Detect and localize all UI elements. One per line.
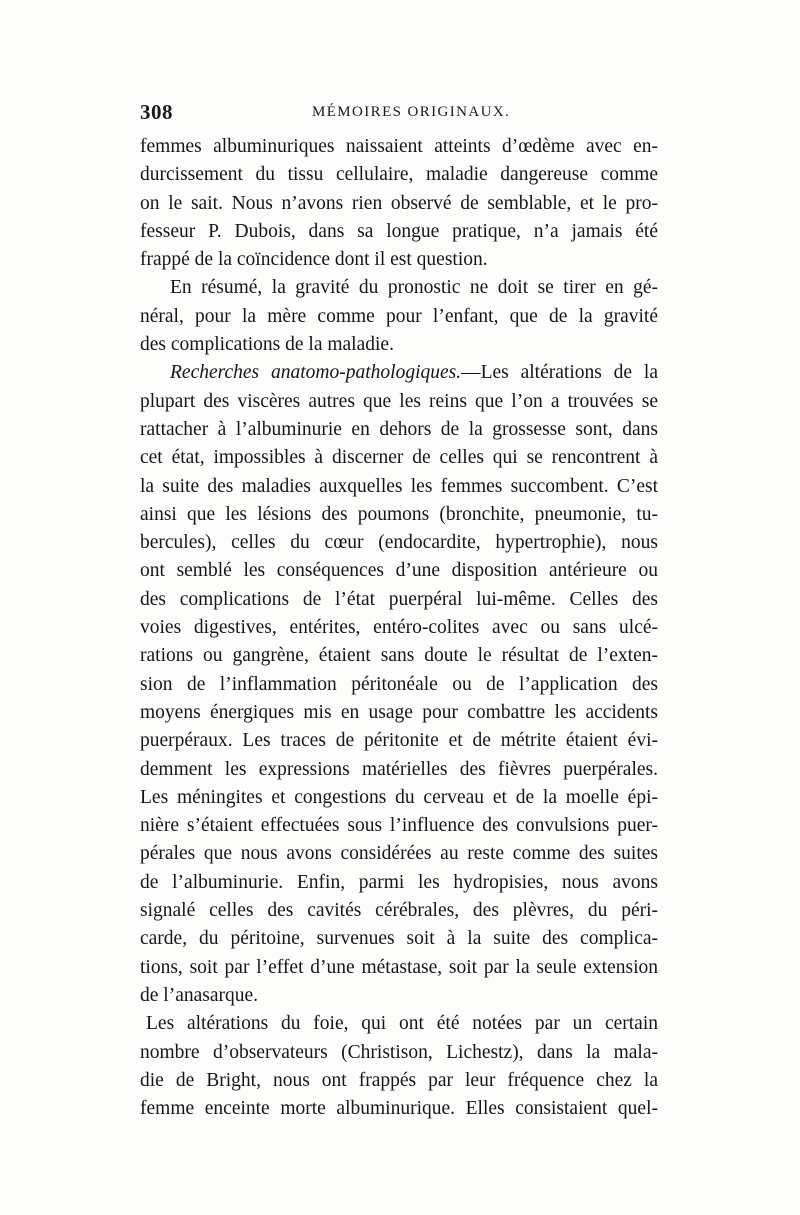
text-line: rattacher à l’albuminurie en dehors de la grossesse sont, dans bbox=[140, 418, 658, 440]
text-line: nière s’étaient effectuées sous l’influence des convulsions puer- bbox=[140, 815, 658, 837]
text-line: la suite des maladies auxquelles les femmes succombent. C’est bbox=[140, 475, 658, 497]
text-line: frappé de la coïncidence dont il est question. bbox=[140, 249, 488, 271]
text-line: des complications de l’état puerpéral lui-même. Celles des bbox=[140, 588, 658, 610]
text-line: cet état, impossibles à discerner de celles qui se rencontrent à bbox=[140, 447, 658, 469]
text-line: de l’albuminurie. Enfin, parmi les hydropisies, nous avons bbox=[140, 871, 658, 893]
text-line: rations ou gangrène, étaient sans doute le résultat de l’exten- bbox=[140, 645, 658, 667]
paragraph-start-line: En résumé, la gravité du pronostic ne doit se tirer en gé- bbox=[170, 277, 658, 299]
text-line: bercules), celles du cœur (endocardite, hypertrophie), nous bbox=[140, 532, 658, 554]
page-number: 308 bbox=[140, 100, 173, 124]
section-heading-line bbox=[140, 359, 658, 387]
text-line: on le sait. Nous n’avons rien observé de semblable, et le pro- bbox=[140, 192, 658, 214]
text-line: demment les expressions matérielles des fièvres puerpérales. bbox=[140, 758, 658, 780]
text-line: signalé celles des cavités cérébrales, des plèvres, du péri- bbox=[140, 900, 658, 922]
section-heading: Recherches anatomo-pathologiques. bbox=[170, 362, 462, 384]
text-line: femme enceinte morte albuminurique. Elles consistaient quel- bbox=[140, 1098, 658, 1120]
text-line: femmes albuminuriques naissaient atteints d’œdème avec en- bbox=[140, 136, 658, 157]
body-text bbox=[140, 133, 658, 1123]
section-heading-continuation: —Les altérations de la bbox=[461, 362, 658, 384]
text-line: fesseur P. Dubois, dans sa longue pratique, n’a jamais été bbox=[140, 220, 658, 242]
running-title: MÉMOIRES ORIGINAUX. bbox=[312, 104, 511, 120]
text-line: carde, du péritoine, survenues soit à la suite des complica- bbox=[140, 928, 658, 950]
paragraph-start-line: Les altérations du foie, qui ont été notées par un certain bbox=[146, 1013, 658, 1035]
text-line: pérales que nous avons considérées au reste comme des suites bbox=[140, 843, 658, 865]
text-line: nombre d’observateurs (Christison, Lichestz), dans la mala- bbox=[140, 1041, 658, 1063]
text-line: moyens énergiques mis en usage pour combattre les accidents bbox=[140, 701, 658, 723]
text-line: voies digestives, entérites, entéro-colites avec ou sans ulcé- bbox=[140, 617, 658, 639]
text-line: durcissement du tissu cellulaire, maladie dangereuse comme bbox=[140, 164, 658, 186]
text-line: puerpéraux. Les traces de péritonite et de métrite étaient évi- bbox=[140, 730, 658, 752]
text-line: die de Bright, nous ont frappés par leur fréquence chez la bbox=[140, 1069, 658, 1091]
text-line: ainsi que les lésions des poumons (bronchite, pneumonie, tu- bbox=[140, 503, 658, 525]
text-line: Les méningites et congestions du cerveau et de la moelle épi- bbox=[140, 786, 658, 808]
running-head bbox=[140, 100, 660, 126]
text-line: tions, soit par l’effet d’une métastase, soit par la seule extension bbox=[140, 956, 658, 978]
text-line: ont semblé les conséquences d’une disposition antérieure ou bbox=[140, 560, 658, 582]
text-line: de l’anasarque. bbox=[140, 984, 259, 1006]
text-line: des complications de la maladie. bbox=[140, 334, 394, 356]
text-line: plupart des viscères autres que les reins que l’on a trouvées se bbox=[140, 390, 658, 412]
text-line: sion de l’inflammation péritonéale ou de l’application des bbox=[140, 673, 658, 695]
text-line: néral, pour la mère comme pour l’enfant, que de la gravité bbox=[140, 305, 658, 327]
